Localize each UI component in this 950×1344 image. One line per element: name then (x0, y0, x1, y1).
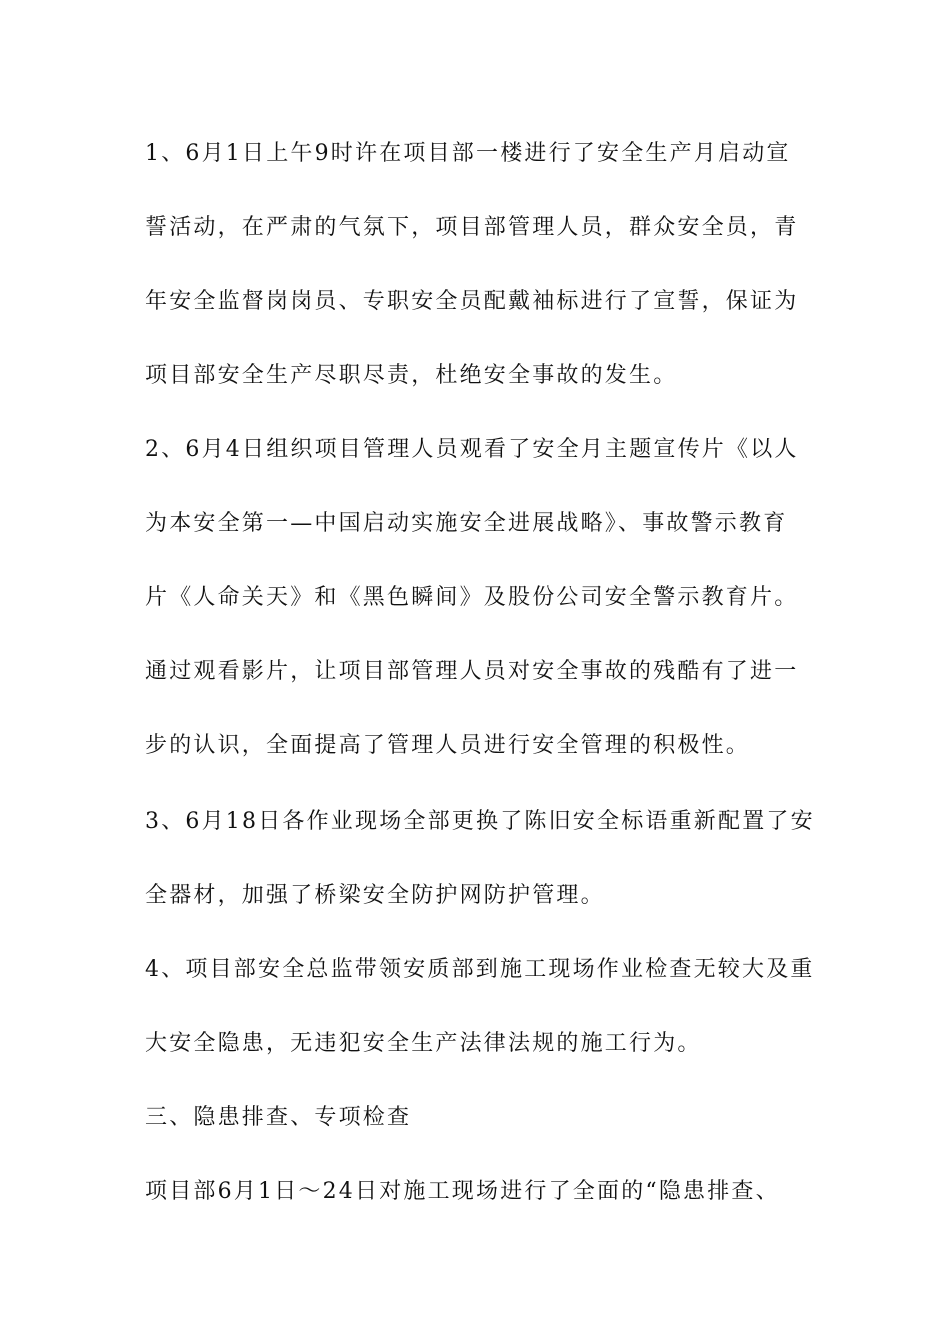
paragraph-line: 2、6月4日组织项目管理人员观看了安全月主题宣传片《以人 (145, 437, 799, 462)
section-heading: 三、隐患排查、专项检查 (145, 1105, 412, 1130)
paragraph-line: 项目部6月1日～24日对施工现场进行了全面的“隐患排查、 (145, 1179, 780, 1204)
paragraph-line: 年安全监督岗岗员、专职安全员配戴袖标进行了宣誓，保证为 (145, 289, 799, 314)
paragraph-line: 誓活动，在严肃的气氛下，项目部管理人员，群众安全员，青 (145, 215, 799, 240)
paragraph-line: 项目部安全生产尽职尽责，杜绝安全事故的发生。 (145, 363, 678, 388)
paragraph-line: 全器材，加强了桥梁安全防护网防护管理。 (145, 883, 605, 908)
paragraph-line: 3、6月18日各作业现场全部更换了陈旧安全标语重新配置了安 (145, 809, 815, 834)
paragraph-line: 为本安全第一—中国启动实施安全进展战略》、事故警示教育 (145, 511, 788, 536)
paragraph-line: 4、项目部安全总监带领安质部到施工现场作业检查无较大及重 (145, 957, 815, 982)
paragraph-line: 大安全隐患，无违犯安全生产法律法规的施工行为。 (145, 1031, 702, 1056)
paragraph-line: 步的认识，全面提高了管理人员进行安全管理的积极性。 (145, 733, 751, 758)
paragraph-line: 通过观看影片，让项目部管理人员对安全事故的残酷有了进一 (145, 659, 799, 684)
paragraph-line: 1、6月1日上午9时许在项目部一楼进行了安全生产月启动宣 (145, 141, 791, 166)
paragraph-line: 片《人命关天》和《黑色瞬间》及股份公司安全警示教育片。 (145, 585, 799, 610)
